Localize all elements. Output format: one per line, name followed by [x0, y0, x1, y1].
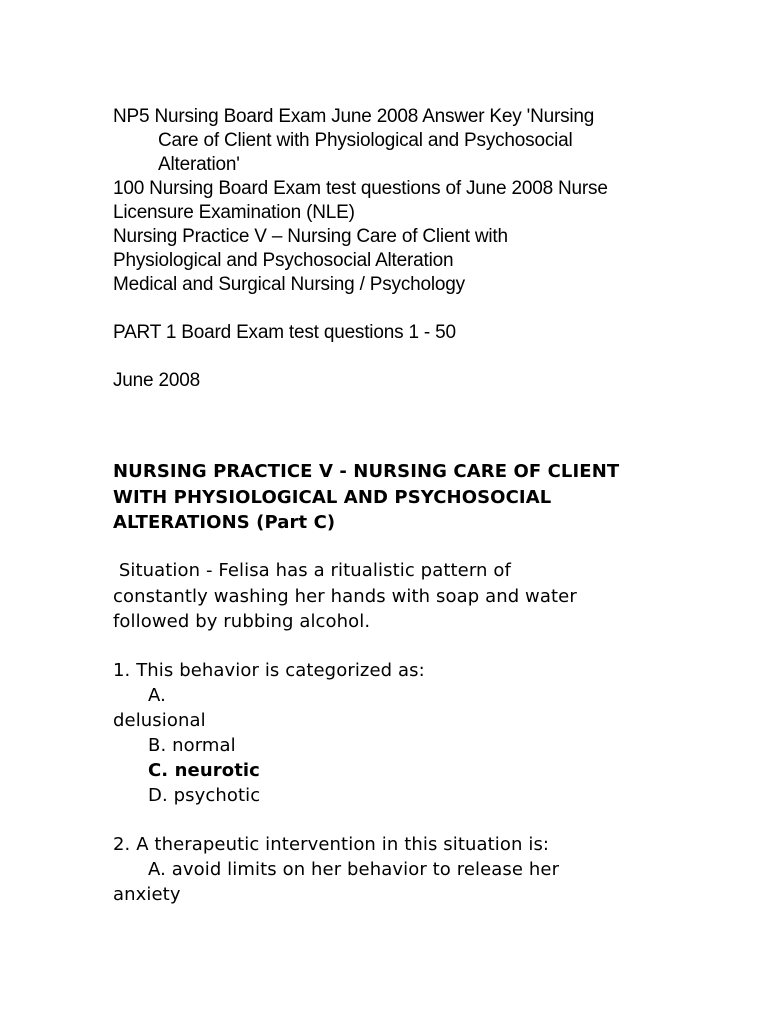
question-1-option-a-marker: A.: [148, 685, 166, 706]
question-2-option-a-line-1: A. avoid limits on her behavior to release her: [148, 859, 560, 880]
intro-line-4: Physiological and Psychosocial Alteration: [113, 250, 454, 271]
section-heading-line-2: WITH PHYSIOLOGICAL AND PSYCHOSOCIAL: [113, 487, 552, 508]
part-label: PART 1 Board Exam test questions 1 - 50: [113, 322, 456, 343]
situation-line-1: Situation - Felisa has a ritualistic pattern of: [113, 560, 511, 581]
intro-line-3: Nursing Practice V – Nursing Care of Client with: [113, 226, 508, 247]
situation-line-2: constantly washing her hands with soap and water: [113, 586, 577, 607]
intro-line-5: Medical and Surgical Nursing / Psychology: [113, 274, 465, 295]
question-1-option-a-text: delusional: [113, 710, 206, 731]
question-1-option-c-answer: C. neurotic: [148, 760, 260, 781]
question-2-option-a-line-2: anxiety: [113, 884, 181, 905]
intro-line-2: Licensure Examination (NLE): [113, 202, 355, 223]
intro-line-1: 100 Nursing Board Exam test questions of June 2008 Nurse: [113, 178, 608, 199]
question-1-option-d: D. psychotic: [148, 785, 261, 806]
question-1-option-b: B. normal: [148, 735, 236, 756]
exam-date: June 2008: [113, 370, 200, 391]
question-1-prompt: 1. This behavior is categorized as:: [113, 660, 425, 681]
situation-line-3: followed by rubbing alcohol.: [113, 611, 371, 632]
question-2-prompt: 2. A therapeutic intervention in this situation is:: [113, 834, 550, 855]
document-title-line-1: NP5 Nursing Board Exam June 2008 Answer Key 'Nursing: [113, 106, 595, 127]
document-title-line-2: Care of Client with Physiological and Psychosocial: [158, 130, 573, 151]
section-heading-line-3: ALTERATIONS (Part C): [113, 512, 336, 533]
section-heading-line-1: NURSING PRACTICE V - NURSING CARE OF CLIENT: [113, 461, 620, 482]
document-title-line-3: Alteration': [158, 154, 240, 175]
